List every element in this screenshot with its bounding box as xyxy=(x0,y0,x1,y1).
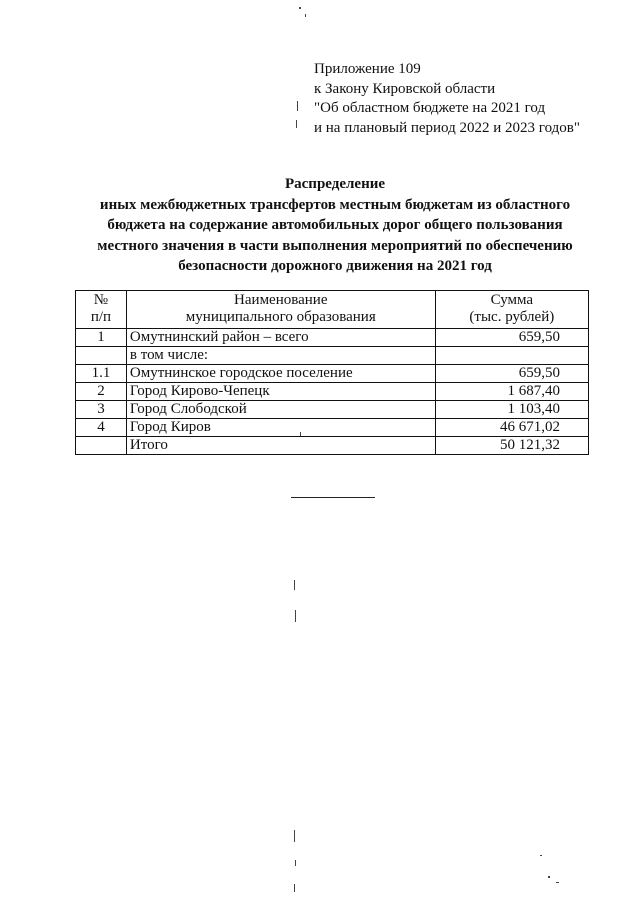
annex-law: к Закону Кировской области xyxy=(314,80,496,97)
row-sum: 50 121,32 xyxy=(435,437,588,455)
scan-speck xyxy=(299,7,301,9)
row-sum: 46 671,02 xyxy=(435,419,588,437)
document-title xyxy=(60,174,610,277)
row-number xyxy=(76,347,127,365)
header-sum: Сумма (тыс. рублей) xyxy=(435,291,588,329)
scan-speck xyxy=(548,876,550,878)
header-municipality: Наименование муниципального образования xyxy=(126,291,435,329)
table-row xyxy=(76,329,589,347)
scan-speck xyxy=(294,884,295,892)
header-number: № п/п xyxy=(76,291,127,329)
table-row xyxy=(76,419,589,437)
title-line-2: иных межбюджетных трансфертов местным бюджетам из областного xyxy=(99,196,571,213)
scan-speck xyxy=(295,860,296,866)
distribution-table xyxy=(75,290,589,455)
scan-speck xyxy=(540,855,542,856)
row-municipality: Итого xyxy=(126,437,435,455)
row-sum xyxy=(435,347,588,365)
row-number: 1 xyxy=(76,329,127,347)
row-sum: 1 103,40 xyxy=(435,401,588,419)
scan-speck xyxy=(295,610,296,622)
scan-speck xyxy=(305,14,306,17)
row-municipality: в том числе: xyxy=(126,347,435,365)
title-line-1: Распределение xyxy=(284,176,386,192)
row-municipality: Омутнинское городское поселение xyxy=(126,365,435,383)
annex-reference xyxy=(314,60,580,138)
annex-law-title-2: и на плановый период 2022 и 2023 годов" xyxy=(314,119,580,136)
row-sum: 1 687,40 xyxy=(435,383,588,401)
closing-rule xyxy=(291,497,375,498)
row-number xyxy=(76,437,127,455)
scan-speck xyxy=(300,432,301,436)
table-row xyxy=(76,383,589,401)
table-row xyxy=(76,401,589,419)
title-line-4: местного значения в части выполнения мероприятий по обеспечению xyxy=(97,237,573,254)
table-row xyxy=(76,365,589,383)
scan-speck xyxy=(296,120,297,128)
title-line-3: бюджета на содержание автомобильных дорог общего пользования xyxy=(107,217,563,233)
annex-number: Приложение 109 xyxy=(314,61,421,77)
scan-speck xyxy=(294,580,295,590)
row-number: 2 xyxy=(76,383,127,401)
scan-speck xyxy=(297,101,298,111)
scan-speck xyxy=(294,830,295,842)
annex-law-title-1: "Об областном бюджете на 2021 год xyxy=(314,100,546,116)
row-municipality: Город Киров xyxy=(126,419,435,437)
row-sum: 659,50 xyxy=(435,329,588,347)
table-total-row xyxy=(76,437,589,455)
row-number: 3 xyxy=(76,401,127,419)
scan-speck xyxy=(556,882,559,883)
table-header-row xyxy=(76,291,589,329)
row-municipality: Город Кирово-Чепецк xyxy=(126,383,435,401)
table-row xyxy=(76,347,589,365)
row-number: 1.1 xyxy=(76,365,127,383)
row-number: 4 xyxy=(76,419,127,437)
row-sum: 659,50 xyxy=(435,365,588,383)
title-line-5: безопасности дорожного движения на 2021 год xyxy=(178,258,492,274)
row-municipality: Город Слободской xyxy=(126,401,435,419)
row-municipality: Омутнинский район – всего xyxy=(126,329,435,347)
